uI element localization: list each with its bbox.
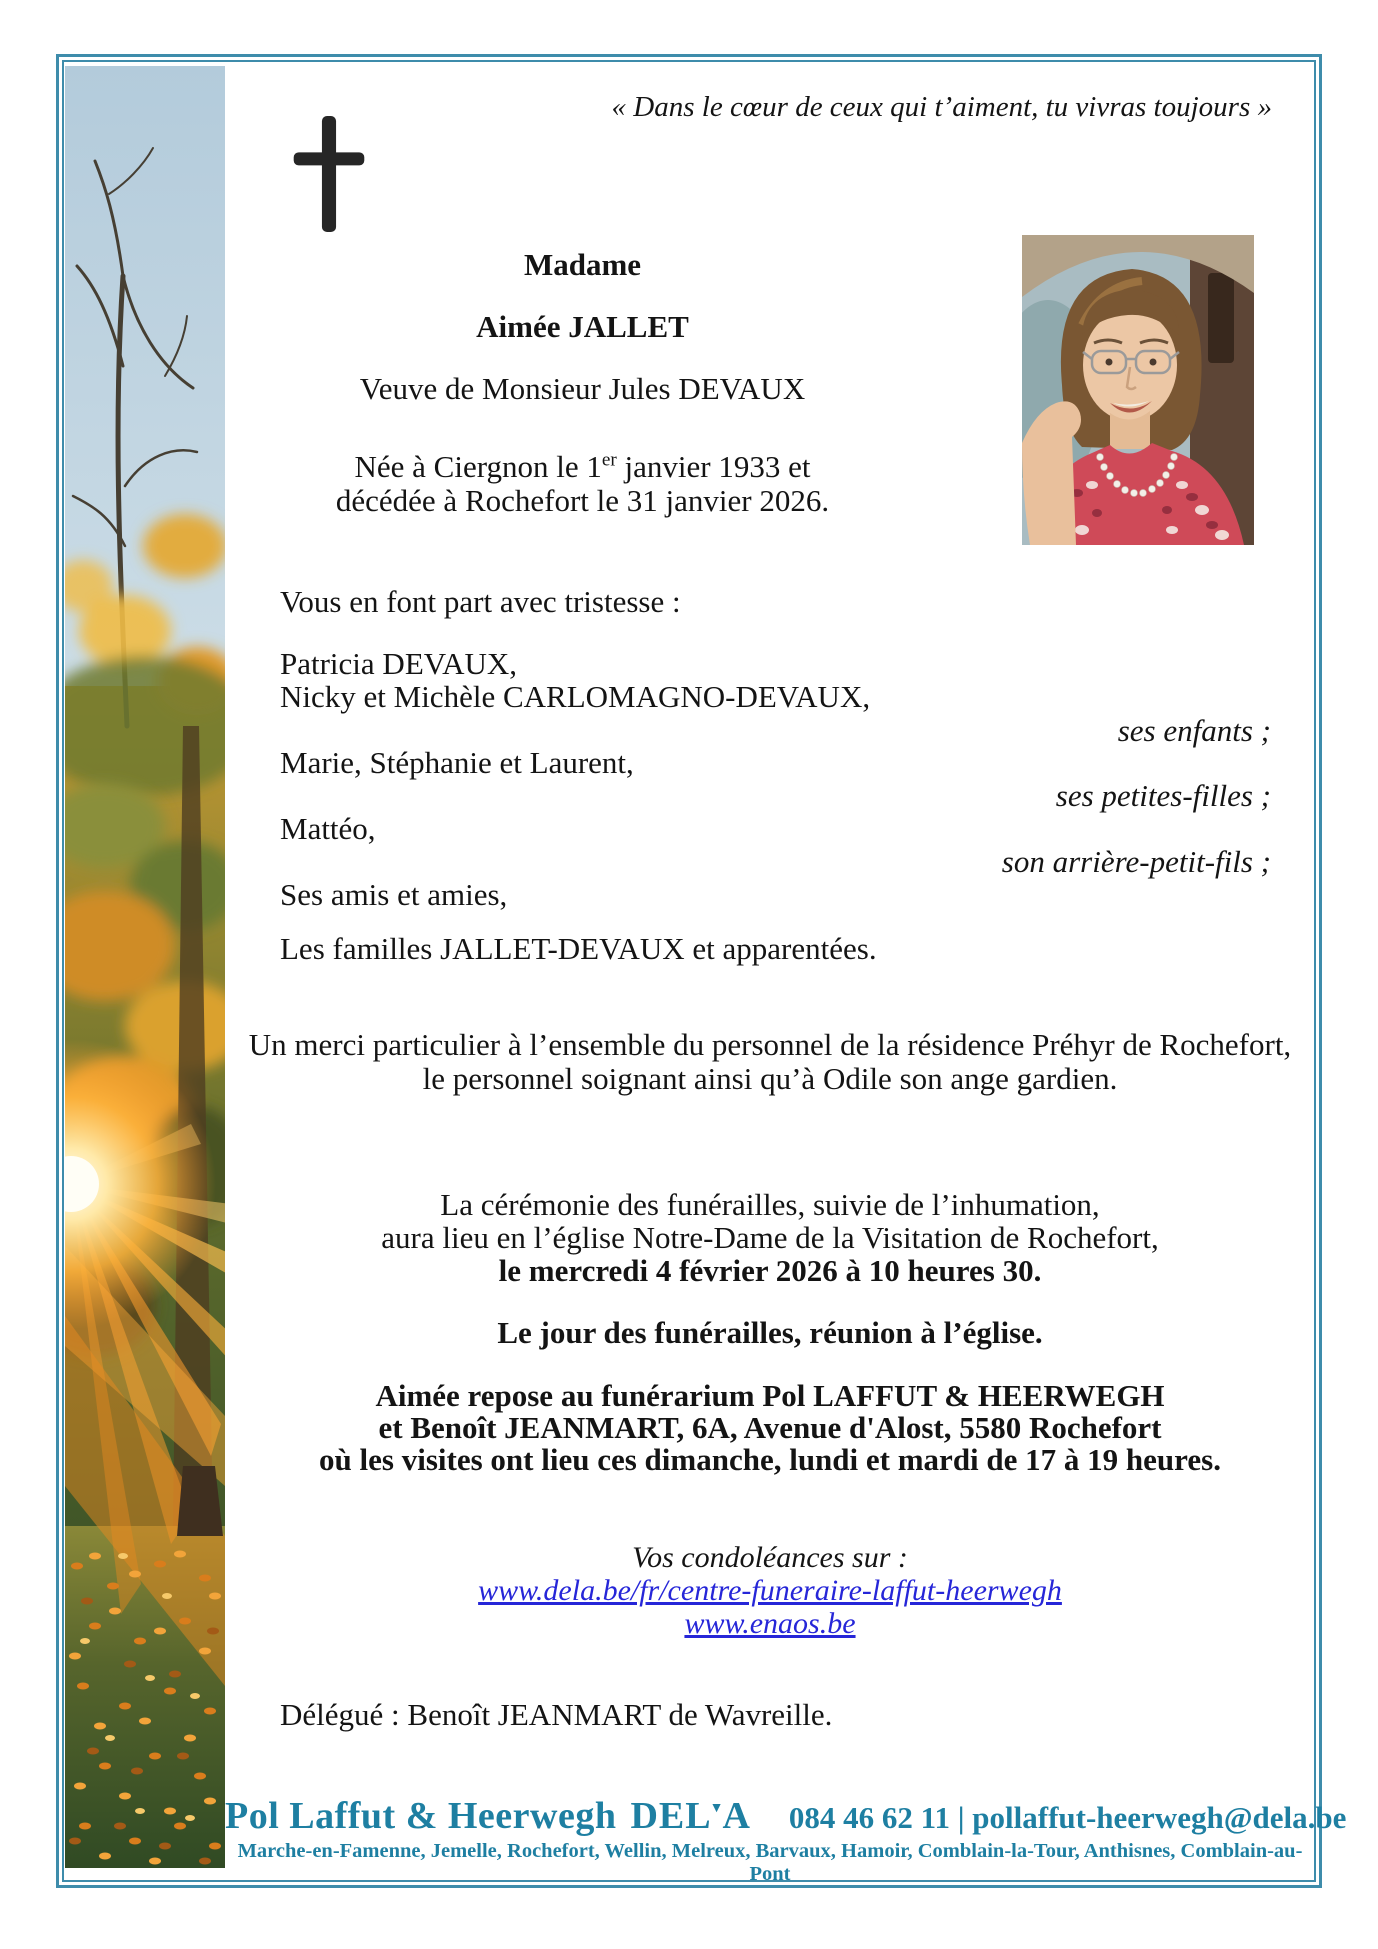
- granddaughters-names: Marie, Stéphanie et Laurent,: [280, 745, 634, 780]
- thanks-line-2: le personnel soignant ainsi qu’à Odile son ange gardien.: [422, 1061, 1118, 1096]
- families-line: Les familles JALLET-DEVAUX et apparentées.: [280, 931, 877, 966]
- friends-line: Ses amis et amies,: [280, 877, 508, 912]
- footer-cities: Marche-en-Famenne, Jemelle, Rochefort, Wellin, Melreux, Barvaux, Hamoir, Comblain-la-Tour, Anthisnes, Comblain-au-Pont: [237, 1840, 1303, 1885]
- reunion-line: Le jour des funérailles, réunion à l’église.: [497, 1315, 1043, 1350]
- repose-line-1: Aimée repose au funérarium Pol LAFFUT & HEERWEGH: [375, 1378, 1165, 1413]
- condolences-link-dela[interactable]: www.dela.be/fr/centre-funeraire-laffut-heerwegh: [478, 1574, 1062, 1607]
- condolences-intro: Vos condoléances sur :: [632, 1541, 908, 1574]
- birth-line: Née à Ciergnon le 1er janvier 1933 et: [354, 449, 811, 484]
- children-names-1: Patricia DEVAUX,: [280, 646, 518, 681]
- ceremony-line-1: La cérémonie des funérailles, suivie de l’inhumation,: [440, 1187, 1100, 1222]
- death-line: décédée à Rochefort le 31 janvier 2026.: [335, 483, 830, 518]
- granddaughters-label: ses petites-filles ;: [1055, 778, 1271, 813]
- thanks-line-1: Un merci particulier à l’ensemble du personnel de la résidence Préhyr de Rochefort,: [248, 1027, 1292, 1062]
- announcement-intro: Vous en font part avec tristesse :: [280, 584, 681, 619]
- cross-icon: [293, 116, 365, 232]
- autumn-photo: [65, 66, 225, 1868]
- ceremony-paragraph: [225, 1188, 1315, 1287]
- funeral-home-footer: [225, 1794, 1347, 1838]
- repose-paragraph: [225, 1380, 1315, 1476]
- delegate-line: Délégué : Benoît JEANMART de Wavreille.: [280, 1697, 833, 1732]
- footer-brand: Pol Laffut & Heerwegh: [225, 1795, 617, 1837]
- dela-logo: DEL▼A: [630, 1795, 751, 1837]
- great-grandson-label: son arrière-petit-fils ;: [1001, 844, 1271, 879]
- repose-line-2: et Benoît JEANMART, 6A, Avenue d'Alost, 5580 Rochefort: [378, 1410, 1162, 1445]
- title-madame: Madame: [523, 247, 642, 282]
- dela-flag-icon: ▼: [709, 1801, 725, 1816]
- thanks-paragraph: [225, 1028, 1315, 1096]
- widow-line: Veuve de Monsieur Jules DEVAUX: [359, 371, 806, 406]
- memorial-quote: « Dans le cœur de ceux qui t’aiment, tu vivras toujours »: [611, 91, 1272, 123]
- condolences-link-enaos[interactable]: www.enaos.be: [684, 1607, 856, 1640]
- deceased-name: Aimée JALLET: [476, 309, 689, 344]
- footer-contact: 084 46 62 11 | pollaffut-heerwegh@dela.be: [788, 1800, 1347, 1835]
- repose-line-3: où les visites ont lieu ces dimanche, lundi et mardi de 17 à 19 heures.: [319, 1442, 1221, 1477]
- ceremony-date-line: le mercredi 4 février 2026 à 10 heures 30.: [498, 1253, 1042, 1288]
- condolences-block: [225, 1541, 1315, 1640]
- children-label: ses enfants ;: [1117, 713, 1271, 748]
- birth-death-lines: [225, 450, 940, 518]
- ceremony-line-2: aura lieu en l’église Notre-Dame de la Visitation de Rochefort,: [381, 1220, 1159, 1255]
- children-names-2: Nicky et Michèle CARLOMAGNO-DEVAUX,: [280, 679, 871, 714]
- great-grandson-name: Mattéo,: [280, 811, 376, 846]
- portrait-photo: [1022, 235, 1254, 545]
